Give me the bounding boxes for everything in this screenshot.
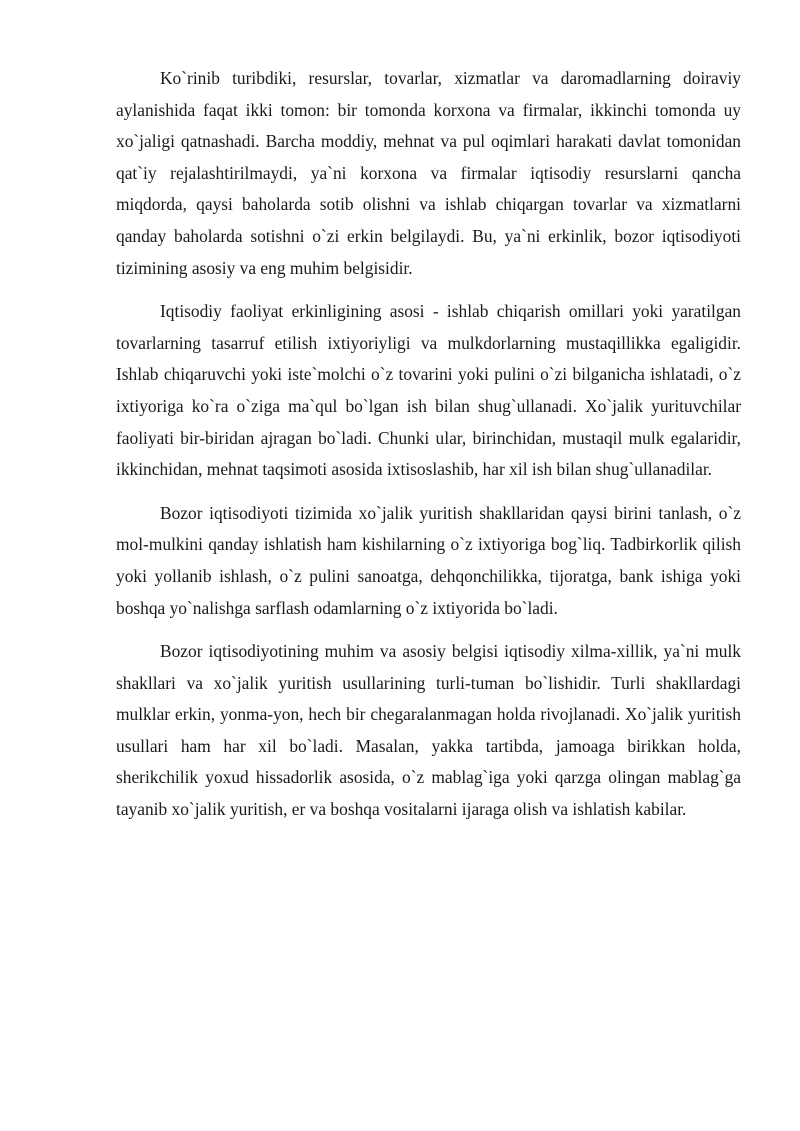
document-page (116, 63, 741, 838)
paragraph-4: Bozor iqtisodiyotining muhim va asosiy belgisi iqtisodiy xilma-xillik, ya`ni mulk shakllari va xo`jalik yuritish usullarining turli-tuman bo`lishidir. Turli shakllardagi mulklar erkin, yonma-yon, hech bir chegaralanmagan holda rivojlanadi. Xo`jalik yuritish usullari ham har xil bo`ladi. Masalan, yakka tartibda, jamoaga birikkan holda, sherikchilik yoxud hissadorlik asosida, o`z mablag`iga yoki qarzga olingan mablag`ga tayanib xo`jalik yuritish, er va boshqa vositalarni ijaraga olish va ishlatish kabilar. (116, 641, 741, 820)
paragraph-1: Ko`rinib turibdiki, resurslar, tovarlar, xizmatlar va daromadlarning doiraviy aylanishida faqat ikki tomon: bir tomonda korxona va firmalar, ikkinchi tomonda uy xo`jaligi qatnashadi. Barcha moddiy, mehnat va pul oqimlari harakati davlat tomonidan qat`iy rejalashtirilmaydi, ya`ni korxona va firmalar iqtisodiy resurslarni qancha miqdorda, qaysi baholarda sotib olishni va ishlab chiqargan tovarlar va xizmatlarni qanday baholarda sotishni o`zi erkin belgilaydi. Bu, ya`ni erkinlik, bozor iqtisodiyoti tizimining asosiy va eng muhim belgisidir. (116, 68, 741, 278)
paragraph-3: Bozor iqtisodiyoti tizimida xo`jalik yuritish shakllaridan qaysi birini tanlash, o`z mol-mulkini qanday ishlatish ham kishilarning o`z ixtiyoriga bog`liq. Tadbirkorlik qilish yoki yollanib ishlash, o`z pulini sanoatga, dehqonchilikka, tijoratga, bank ishiga yoki boshqa yo`nalishga sarflash odamlarning o`z ixtiyorida bo`ladi. (116, 502, 741, 618)
paragraph-2: Iqtisodiy faoliyat erkinligining asosi - ishlab chiqarish omillari yoki yaratilgan tovarlarning tasarruf etilish ixtiyoriyligi va mulkdorlarning mustaqillikka egaligidir. Ishlab chiqaruvchi yoki iste`molchi o`z tovarini yoki pulini o`zi bilganicha ishlatadi, o`z ixtiyoriga ko`ra o`ziga ma`qul bo`lgan ish bilan shug`ullanadi. Xo`jalik yurituvchilar faoliyati bir-biridan ajragan bo`ladi. Chunki ular, birinchidan, mustaqil mulk egalaridir, ikkinchidan, mehnat taqsimoti asosida ixtisoslashib, har xil ish bilan shug`ullanadilar. (116, 301, 741, 480)
